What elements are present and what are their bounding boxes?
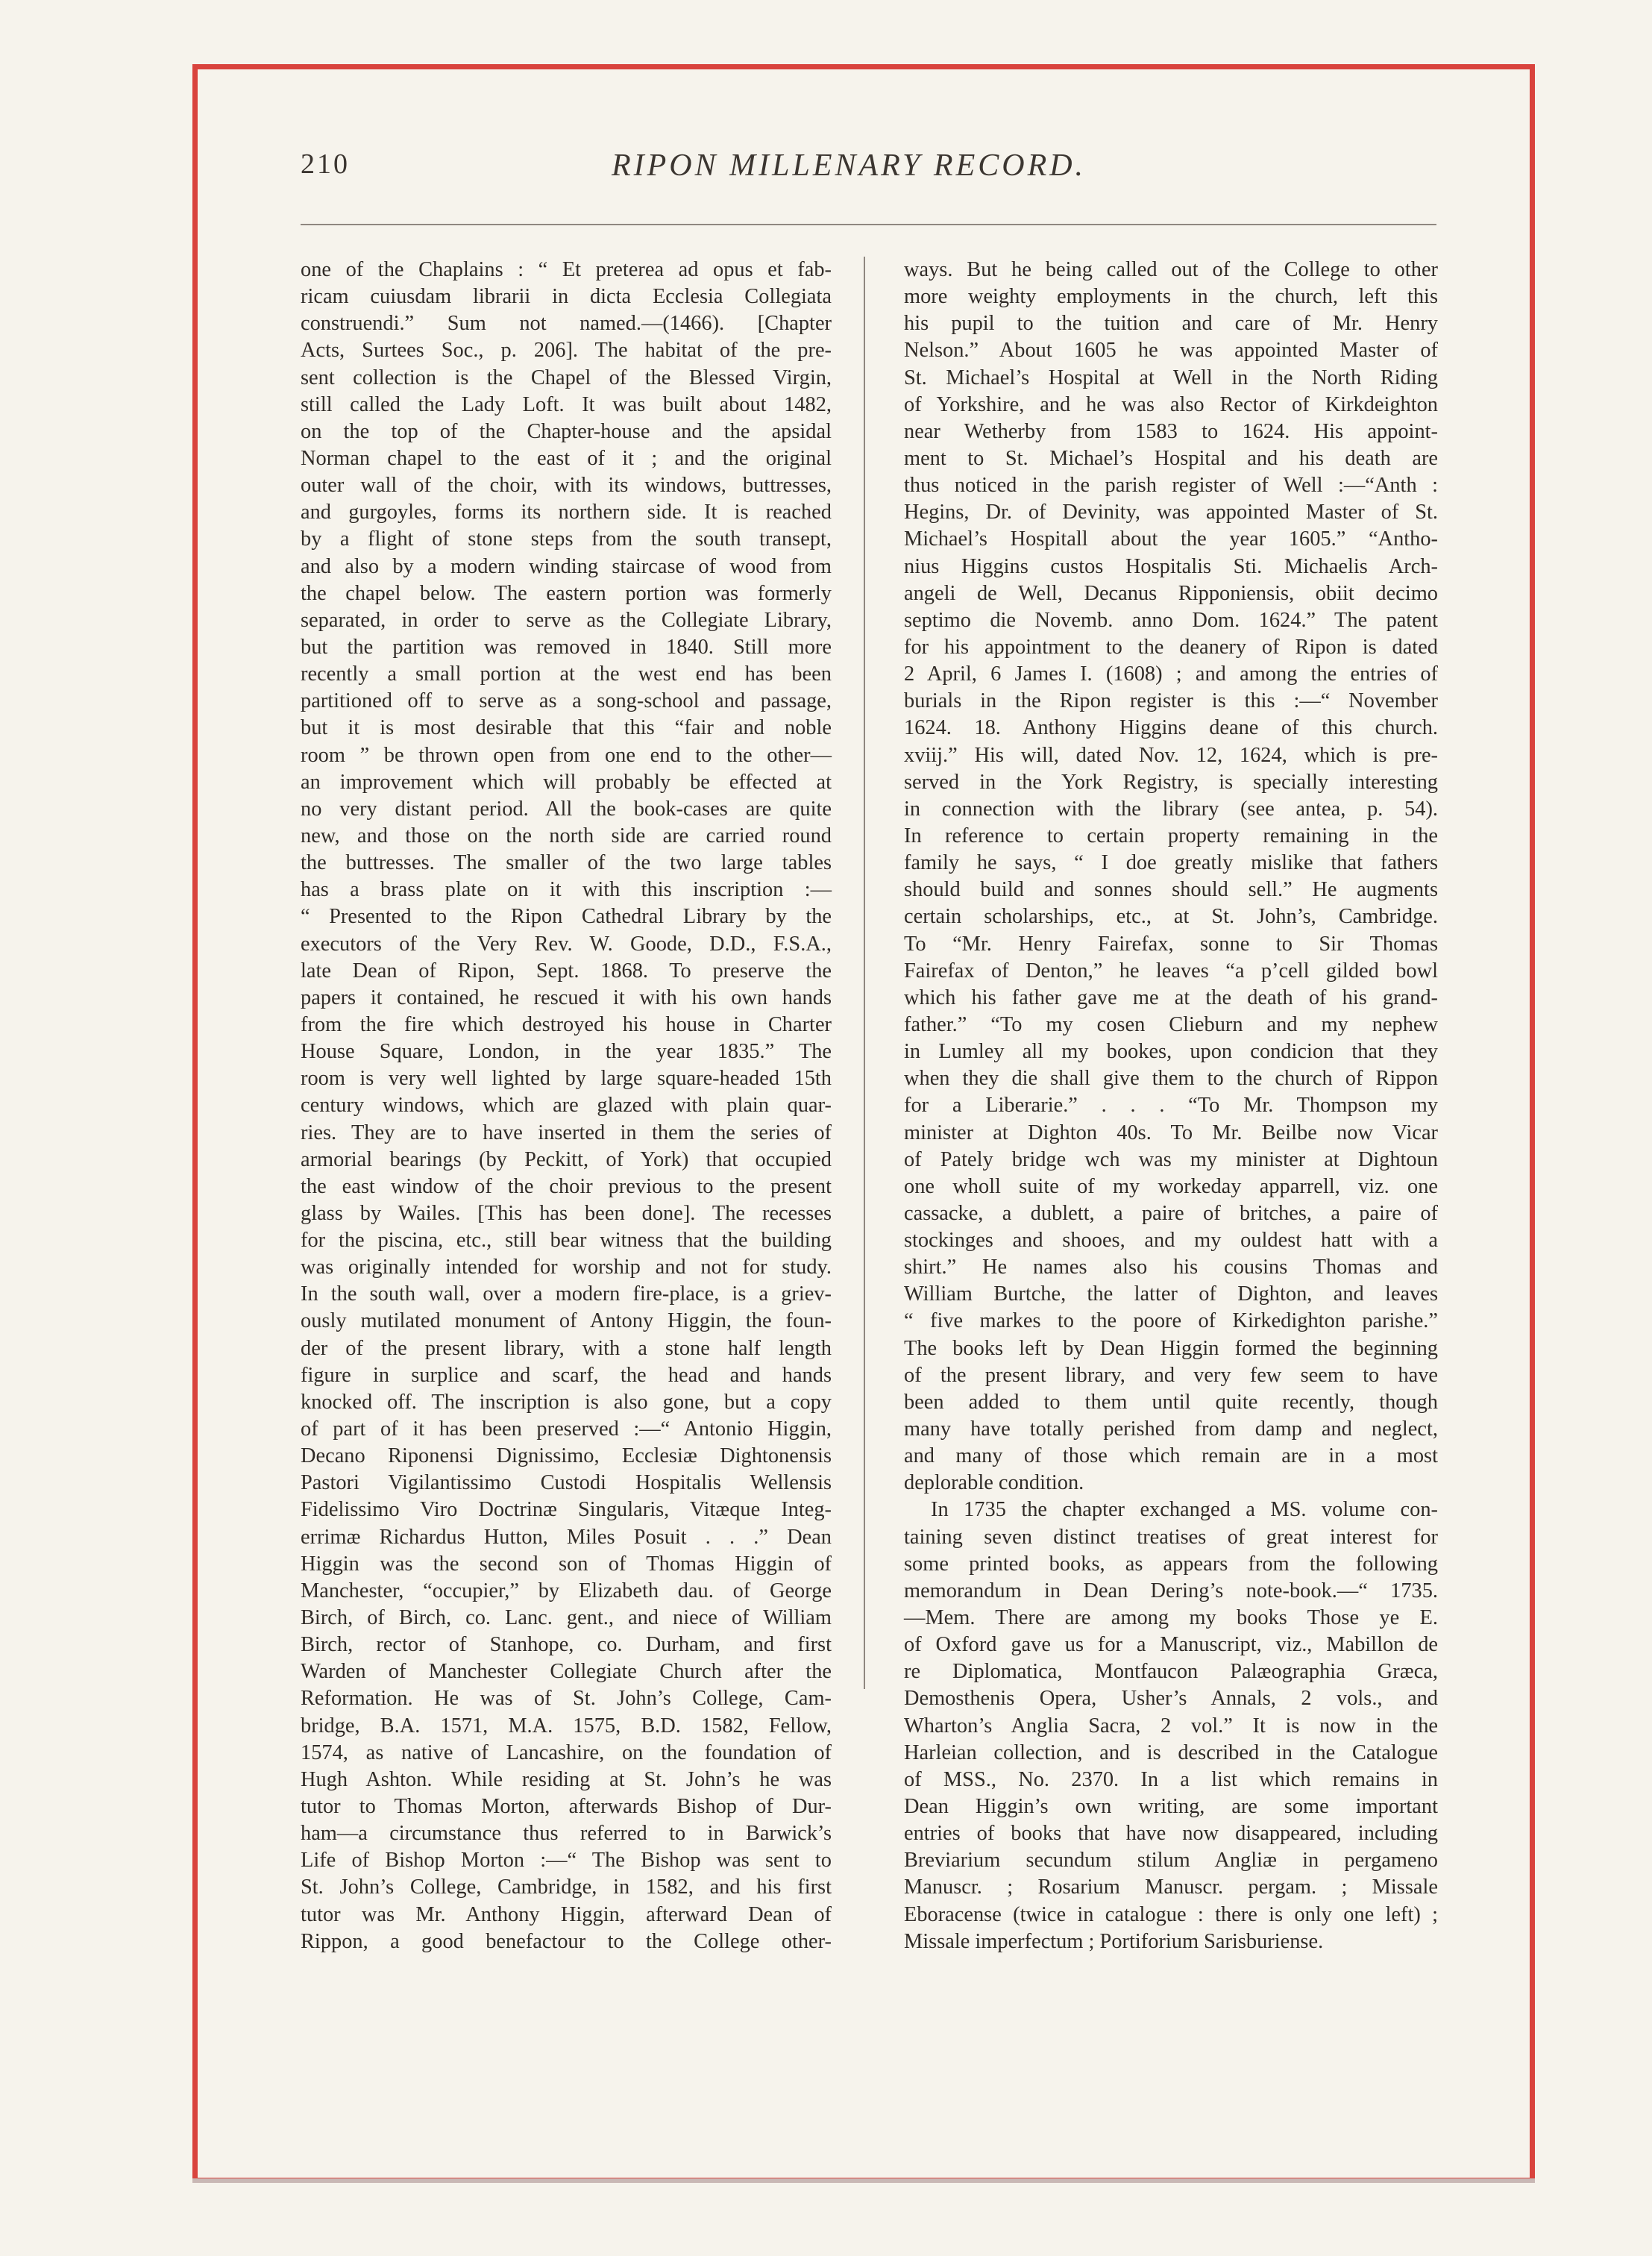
text-line: entries of books that have now disappeared, including	[904, 1822, 1438, 1846]
text-line: Pastori Vigilantissimo Custodi Hospitalis Wellensis	[301, 1471, 832, 1495]
text-line: ways. But he being called out of the College to other	[904, 258, 1438, 281]
text-line: shirt.” He names also his cousins Thomas and	[904, 1256, 1438, 1279]
text-line: served in the York Registry, is specially interesting	[904, 770, 1438, 794]
text-line: was originally intended for worship and not for study.	[301, 1256, 832, 1279]
text-line: “ five markes to the poore of Kirkedighton parishe.”	[904, 1309, 1438, 1333]
text-line: executors of the Very Rev. W. Goode, D.D., F.S.A.,	[301, 932, 832, 956]
text-line: one of the Chaplains : “ Et preterea ad opus et fab-	[301, 258, 832, 281]
text-line: Reformation. He was of St. John’s College, Cam-	[301, 1687, 832, 1711]
right-text-column	[904, 257, 1438, 1955]
text-line: of Pately bridge wch was my minister at Dightoun	[904, 1147, 1438, 1171]
text-line: Higgin was the second son of Thomas Higgin of	[301, 1552, 832, 1576]
text-line: Norman chapel to the east of it ; and the original	[301, 446, 832, 470]
text-line: Birch, of Birch, co. Lanc. gent., and niece of William	[301, 1606, 832, 1630]
text-line: of Oxford gave us for a Manuscript, viz., Mabillon de	[904, 1633, 1438, 1657]
text-line: knocked off. The inscription is also gone, but a copy	[301, 1390, 832, 1414]
text-line: but it is most desirable that this “fair and noble	[301, 716, 832, 740]
text-line: sent collection is the Chapel of the Blessed Virgin,	[301, 366, 832, 389]
text-line: ham—a circumstance thus referred to in Barwick’s	[301, 1822, 832, 1846]
page-number: 210	[301, 148, 350, 180]
text-line: certain scholarships, etc., at St. John’s, Cambridge.	[904, 905, 1438, 929]
text-line: Birch, rector of Stanhope, co. Durham, and first	[301, 1633, 832, 1657]
text-line: glass by Wailes. [This has been done]. The recesses	[301, 1201, 832, 1225]
text-line: an improvement which will probably be effected at	[301, 770, 832, 794]
text-line: one wholl suite of my workeday apparrell, viz. one	[904, 1174, 1438, 1198]
text-line: Acts, Surtees Soc., p. 206]. The habitat of the pre-	[301, 339, 832, 363]
text-line: In 1735 the chapter exchanged a MS. volume con-	[931, 1498, 1438, 1522]
text-line: St. John’s College, Cambridge, in 1582, and his first	[301, 1876, 832, 1899]
text-line: —Mem. There are among my books Those ye E.	[904, 1606, 1438, 1630]
text-line: The books left by Dean Higgin formed the beginning	[904, 1336, 1438, 1360]
text-line: room ” be thrown open from one end to the other—	[301, 743, 832, 767]
text-line: construendi.” Sum not named.—(1466). [Chapter	[301, 312, 832, 336]
text-line: for a Liberarie.” . . . “To Mr. Thompson my	[904, 1094, 1438, 1118]
text-line: many have totally perished from damp and neglect,	[904, 1417, 1438, 1441]
text-line: deplorable condition.	[904, 1471, 1084, 1495]
text-line: room is very well lighted by large square-headed 15th	[301, 1067, 832, 1091]
text-line: Harleian collection, and is described in the Catalogue	[904, 1740, 1438, 1764]
text-line: the buttresses. The smaller of the two large tables	[301, 851, 832, 875]
text-line: near Wetherby from 1583 to 1624. His appoint-	[904, 419, 1438, 443]
text-line: “ Presented to the Ripon Cathedral Library by the	[301, 905, 832, 929]
text-line: cassacke, a dublett, a paire of britches, a paire of	[904, 1201, 1438, 1225]
text-line: has a brass plate on it with this inscription :—	[301, 878, 832, 902]
text-line: partitioned off to serve as a song-school and passage,	[301, 689, 832, 713]
text-line: Hegins, Dr. of Devinity, was appointed Master of St.	[904, 501, 1438, 524]
text-line: which his father gave me at the death of his grand-	[904, 986, 1438, 1009]
text-line: from the fire which destroyed his house in Charter	[301, 1012, 832, 1036]
text-line: family he says, “ I doe greatly mislike that fathers	[904, 851, 1438, 875]
text-line: re Diplomatica, Montfaucon Palæographia Græca,	[904, 1660, 1438, 1684]
text-line: burials in the Ripon register is this :—“ November	[904, 689, 1438, 713]
text-line: To “Mr. Henry Fairefax, sonne to Sir Thomas	[904, 932, 1438, 956]
text-line: Fidelissimo Viro Doctrinæ Singularis, Vitæque Integ-	[301, 1498, 832, 1522]
text-line: xviij.” His will, dated Nov. 12, 1624, which is pre-	[904, 743, 1438, 767]
text-line: septimo die Novemb. anno Dom. 1624.” The patent	[904, 608, 1438, 632]
text-line: ment to St. Michael’s Hospital and his death are	[904, 446, 1438, 470]
text-line: Demosthenis Opera, Usher’s Annals, 2 vols., and	[904, 1687, 1438, 1711]
text-line: Manchester, “occupier,” by Elizabeth dau. of George	[301, 1579, 832, 1602]
text-line: armorial bearings (by Peckitt, of York) that occupied	[301, 1147, 832, 1171]
text-line: in Lumley all my bookes, upon condicion that they	[904, 1040, 1438, 1064]
text-line: Hugh Ashton. While residing at St. John’s he was	[301, 1767, 832, 1791]
text-line: House Square, London, in the year 1835.” The	[301, 1040, 832, 1064]
text-line: when they die shall give them to the church of Rippon	[904, 1067, 1438, 1091]
text-line: In the south wall, over a modern fire-place, is a griev-	[301, 1282, 832, 1306]
text-line: ricam cuiusdam librarii in dicta Ecclesia Collegiata	[301, 285, 832, 309]
text-line: errimæ Richardus Hutton, Miles Posuit . . .” Dean	[301, 1525, 832, 1549]
text-line: in connection with the library (see antea, p. 54).	[904, 797, 1438, 821]
text-line: Rippon, a good benefactour to the College other-	[301, 1929, 832, 1953]
text-line: but the partition was removed in 1840. Still more	[301, 635, 832, 659]
text-line: still called the Lady Loft. It was built about 1482,	[301, 392, 832, 416]
text-line: memorandum in Dean Dering’s note-book.—“ 1735.	[904, 1579, 1438, 1602]
text-line: Wharton’s Anglia Sacra, 2 vol.” It is now in the	[904, 1714, 1438, 1738]
text-line: of Yorkshire, and he was also Rector of Kirkdeighton	[904, 392, 1438, 416]
text-line: the east window of the choir previous to the present	[301, 1174, 832, 1198]
running-head: RIPON MILLENARY RECORD.	[612, 148, 1087, 183]
text-line: of part of it has been preserved :—“ Antonio Higgin,	[301, 1417, 832, 1441]
text-line: tutor was Mr. Anthony Higgin, afterward Dean of	[301, 1902, 832, 1926]
text-line: 1574, as native of Lancashire, on the foundation of	[301, 1740, 832, 1764]
text-line: 1624. 18. Anthony Higgins deane of this church.	[904, 716, 1438, 740]
text-line: stockinges and shooes, and my ouldest hatt with a	[904, 1229, 1438, 1253]
text-line: century windows, which are glazed with plain quar-	[301, 1094, 832, 1118]
text-line: figure in surplice and scarf, the head and hands	[301, 1363, 832, 1387]
text-line: minister at Dighton 40s. To Mr. Beilbe now Vicar	[904, 1121, 1438, 1144]
text-line: Dean Higgin’s own writing, are some important	[904, 1795, 1438, 1819]
text-line: for the piscina, etc., still bear witness that the building	[301, 1229, 832, 1253]
text-line: der of the present library, with a stone half length	[301, 1336, 832, 1360]
text-line: Nelson.” About 1605 he was appointed Master of	[904, 339, 1438, 363]
text-line: more weighty employments in the church, left this	[904, 285, 1438, 309]
left-text-column	[301, 257, 832, 1955]
text-line: outer wall of the choir, with its windows, buttresses,	[301, 474, 832, 498]
text-line: on the top of the Chapter-house and the apsidal	[301, 419, 832, 443]
text-line: separated, in order to serve as the Collegiate Library,	[301, 608, 832, 632]
text-line: been added to them until quite recently, though	[904, 1390, 1438, 1414]
text-line: late Dean of Ripon, Sept. 1868. To preserve the	[301, 959, 832, 983]
text-line: ries. They are to have inserted in them the series of	[301, 1121, 832, 1144]
text-line: and gurgoyles, forms its northern side. It is reached	[301, 501, 832, 524]
text-line: St. Michael’s Hospital at Well in the North Riding	[904, 366, 1438, 389]
text-line: Missale imperfectum ; Portiforium Sarisburiense.	[904, 1929, 1324, 1953]
text-line: Fairefax of Denton,” he leaves “a p’cell gilded bowl	[904, 959, 1438, 983]
text-line: for his appointment to the deanery of Ripon is dated	[904, 635, 1438, 659]
text-line: Eboracense (twice in catalogue : there is only one left) ;	[904, 1902, 1438, 1926]
text-line: Decano Riponensi Dignissimo, Ecclesiæ Dightonensis	[301, 1444, 832, 1468]
text-line: father.” “To my cosen Clieburn and my nephew	[904, 1012, 1438, 1036]
page-border-shadow	[192, 2178, 1535, 2183]
text-line: In reference to certain property remaining in the	[904, 824, 1438, 847]
text-line: bridge, B.A. 1571, M.A. 1575, B.D. 1582, Fellow,	[301, 1714, 832, 1738]
text-line: of the present library, and very few seem to have	[904, 1363, 1438, 1387]
text-line: taining seven distinct treatises of great interest for	[904, 1525, 1438, 1549]
text-line: nius Higgins custos Hospitalis Sti. Michaelis Arch-	[904, 554, 1438, 578]
column-divider	[864, 257, 865, 1689]
header-rule	[301, 224, 1436, 225]
text-line: and also by a modern winding staircase of wood from	[301, 554, 832, 578]
text-line: Warden of Manchester Collegiate Church after the	[301, 1660, 832, 1684]
text-line: Life of Bishop Morton :—“ The Bishop was sent to	[301, 1849, 832, 1873]
text-line: tutor to Thomas Morton, afterwards Bishop of Dur-	[301, 1795, 832, 1819]
text-line: thus noticed in the parish register of Well :—“Anth :	[904, 474, 1438, 498]
text-line: his pupil to the tuition and care of Mr. Henry	[904, 312, 1438, 336]
text-line: William Burtche, the latter of Dighton, and leaves	[904, 1282, 1438, 1306]
text-line: new, and those on the north side are carried round	[301, 824, 832, 847]
text-line: papers it contained, he rescued it with his own hands	[301, 986, 832, 1009]
text-line: and many of those which remain are in a most	[904, 1444, 1438, 1468]
text-line: recently a small portion at the west end has been	[301, 662, 832, 686]
text-line: angeli de Well, Decanus Ripponiensis, obiit decimo	[904, 581, 1438, 605]
text-line: should build and sonnes should sell.” He augments	[904, 878, 1438, 902]
text-line: Manuscr. ; Rosarium Manuscr. pergam. ; Missale	[904, 1876, 1438, 1899]
text-line: 2 April, 6 James I. (1608) ; and among the entries of	[904, 662, 1438, 686]
text-line: Michael’s Hospitall about the year 1605.” “Antho-	[904, 527, 1438, 551]
page-header	[0, 148, 1652, 192]
text-line: some printed books, as appears from the following	[904, 1552, 1438, 1576]
text-line: of MSS., No. 2370. In a list which remains in	[904, 1767, 1438, 1791]
text-line: the chapel below. The eastern portion was formerly	[301, 581, 832, 605]
text-line: no very distant period. All the book-cases are quite	[301, 797, 832, 821]
text-line: ously mutilated monument of Antony Higgin, the foun-	[301, 1309, 832, 1333]
text-line: Breviarium secundum stilum Angliæ in pergameno	[904, 1849, 1438, 1873]
text-line: by a flight of stone steps from the south transept,	[301, 527, 832, 551]
